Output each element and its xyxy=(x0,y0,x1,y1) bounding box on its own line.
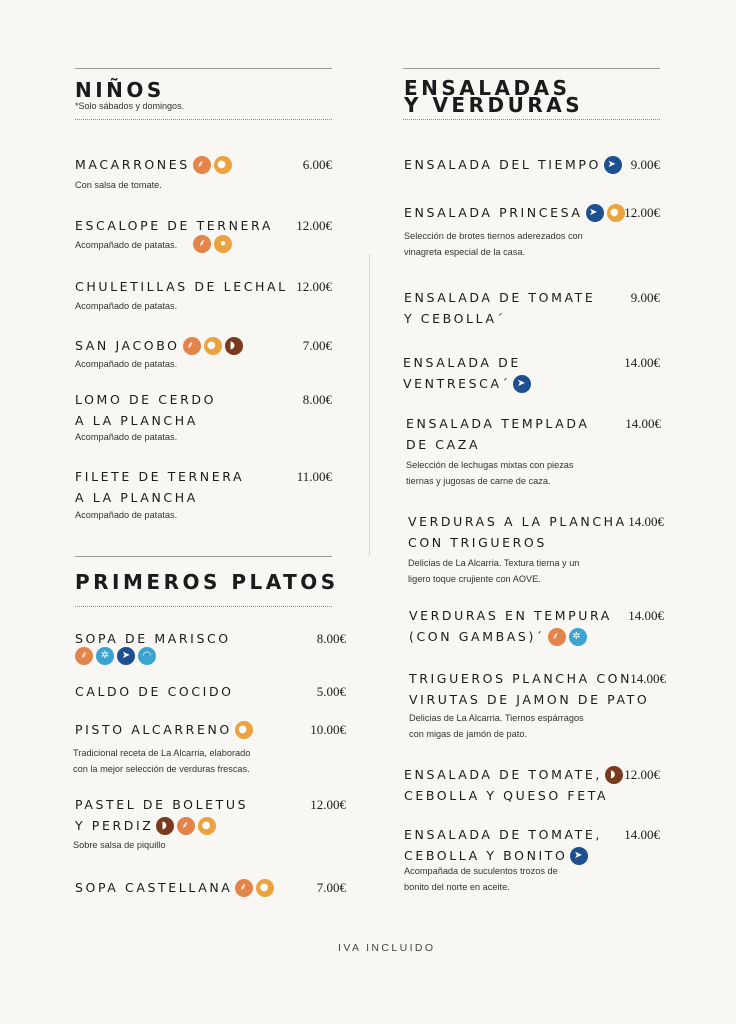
milk-icon: ◗ xyxy=(605,766,623,784)
menu-item-name: ESCALOPE DE TERNERA xyxy=(75,218,273,233)
menu-item-price: 12.00€ xyxy=(310,797,346,812)
menu-item-name: CEBOLLA Y QUESO FETA xyxy=(404,788,609,803)
menu-item-name: A LA PLANCHA xyxy=(75,490,198,505)
menu-item-name: Y PERDIZ ◗ ⸙ ● xyxy=(75,815,216,836)
menu-item-desc: Acompañado de patatas. xyxy=(75,240,178,250)
menu-item-price: 14.00€ xyxy=(630,671,666,686)
menu-item-desc: Delicias de La Alcarria. Tiernos espárragos xyxy=(409,713,584,723)
menu-item-name: VIRUTAS DE JAMON DE PATO xyxy=(409,692,650,707)
menu-item-price: 9.00€ xyxy=(630,290,660,305)
menu-item-name: CEBOLLA Y BONITO ➤ xyxy=(404,845,588,866)
menu-item-name: ENSALADA PRINCESA ➤ ● xyxy=(404,202,625,223)
menu-item-price: 12.00€ xyxy=(296,279,332,294)
menu-item-desc: Acompañado de patatas. xyxy=(75,510,178,520)
menu-item-desc: Acompañado de patatas. xyxy=(75,432,178,442)
mollusc-icon: ◠ xyxy=(138,647,156,665)
menu-item-desc: con migas de jamón de pato. xyxy=(409,729,527,739)
fish-icon: ➤ xyxy=(570,847,588,865)
menu-item-price: 14.00€ xyxy=(624,355,660,370)
menu-item-price: 14.00€ xyxy=(628,514,664,529)
footer-note: IVA INCLUIDO xyxy=(338,942,436,954)
menu-item-price: 12.00€ xyxy=(296,218,332,233)
menu-item-desc: con la mejor selección de verduras frescas. xyxy=(73,764,250,774)
section-title-ensaladas: ENSALADAS xyxy=(404,76,571,100)
dotted-divider xyxy=(75,606,332,607)
menu-item-price: 7.00€ xyxy=(302,338,332,353)
section-note: *Solo sábados y domingos. xyxy=(75,101,185,111)
allergen-icons xyxy=(72,648,156,666)
section-title-ninos: NIÑOS xyxy=(75,78,165,102)
menu-item-name: (CON GAMBAS)´ ⸙ ✲ xyxy=(409,626,587,647)
dotted-divider xyxy=(75,119,332,120)
menu-item-name: ENSALADA DE xyxy=(403,355,521,370)
menu-item-desc: Selección de lechugas mixtas con piezas xyxy=(406,460,574,470)
menu-item-desc: Delicias de La Alcarria. Textura tierna y un xyxy=(408,558,580,568)
crustacean-icon: ✲ xyxy=(569,628,587,646)
menu-item-name: ENSALADA DEL TIEMPO ➤ xyxy=(404,154,622,175)
egg-icon: ● xyxy=(214,156,232,174)
crustacean-icon: ✲ xyxy=(96,647,114,665)
egg-icon: ● xyxy=(204,337,222,355)
egg-icon: ● xyxy=(256,879,274,897)
menu-item-name: ENSALADA DE TOMATE xyxy=(404,290,596,305)
menu-item-name: SOPA DE MARISCO xyxy=(75,631,231,646)
allergen-icons xyxy=(190,236,232,254)
menu-item-name: SOPA CASTELLANA ⸙ ● xyxy=(75,877,274,898)
menu-item-name: PASTEL DE BOLETUS xyxy=(75,797,249,812)
menu-item-name: PISTO ALCARRENO ● xyxy=(75,719,253,740)
menu-item-desc: Sobre salsa de piquillo xyxy=(73,840,166,850)
fish-icon: ➤ xyxy=(117,647,135,665)
fish-icon: ➤ xyxy=(513,375,531,393)
menu-item-desc: Acompañado de patatas. xyxy=(75,301,178,311)
gluten-icon: ⸙ xyxy=(183,337,201,355)
gluten-icon: ⸙ xyxy=(177,817,195,835)
menu-item-price: 10.00€ xyxy=(310,722,346,737)
menu-item-name: CHULETILLAS DE LECHAL xyxy=(75,279,288,294)
menu-item-price: 7.00€ xyxy=(316,880,346,895)
menu-item-price: 11.00€ xyxy=(296,469,332,484)
menu-item-name: DE CAZA xyxy=(406,437,481,452)
menu-item-price: 9.00€ xyxy=(630,157,660,172)
menu-item-desc: Tradicional receta de La Alcarria, elaborado xyxy=(73,748,251,758)
menu-item-name: CALDO DE COCIDO xyxy=(75,684,234,699)
menu-item-desc: tiernas y jugosas de carne de caza. xyxy=(406,476,551,486)
fish-icon: ➤ xyxy=(604,156,622,174)
menu-item-name: MACARRONES ⸙ ● xyxy=(75,154,232,175)
menu-item-price: 12.00€ xyxy=(624,767,660,782)
gluten-icon: ⸙ xyxy=(235,879,253,897)
menu-item-name: SAN JACOBO ⸙ ● ◗ xyxy=(75,335,243,356)
menu-item-name: TRIGUEROS PLANCHA CON xyxy=(409,671,633,686)
menu-item-price: 12.00€ xyxy=(624,205,660,220)
gluten-icon: ⸙ xyxy=(75,647,93,665)
menu-item-price: 8.00€ xyxy=(302,392,332,407)
menu-item-name: ENSALADA DE TOMATE, ◗ xyxy=(404,764,623,785)
egg-icon: ● xyxy=(214,235,232,253)
menu-item-name: FILETE DE TERNERA xyxy=(75,469,245,484)
menu-item-desc: vinagreta especial de la casa. xyxy=(404,247,526,257)
menu-item-desc: Acompañada de suculentos trozos de xyxy=(404,866,558,876)
egg-icon: ● xyxy=(198,817,216,835)
section-title-primeros: PRIMEROS PLATOS xyxy=(75,570,339,594)
menu-item-price: 8.00€ xyxy=(316,631,346,646)
fish-icon: ➤ xyxy=(586,204,604,222)
divider xyxy=(403,68,660,69)
menu-item-name: VENTRESCA´ ➤ xyxy=(403,373,531,394)
gluten-icon: ⸙ xyxy=(193,156,211,174)
menu-item-desc: Selección de brotes tiernos aderezados con xyxy=(404,231,583,241)
column-separator xyxy=(369,255,370,555)
menu-item-price: 14.00€ xyxy=(628,608,664,623)
dotted-divider xyxy=(403,119,660,120)
egg-icon: ● xyxy=(235,721,253,739)
milk-icon: ◗ xyxy=(225,337,243,355)
menu-item-desc: ligero toque crujiente con AOVE. xyxy=(408,574,541,584)
divider xyxy=(75,556,332,557)
menu-item-name: LOMO DE CERDO xyxy=(75,392,217,407)
menu-item-price: 5.00€ xyxy=(316,684,346,699)
menu-item-price: 14.00€ xyxy=(625,416,661,431)
section-title-ensaladas-2: Y VERDURAS xyxy=(404,93,584,117)
menu-item-desc: bonito del norte en aceite. xyxy=(404,882,510,892)
egg-icon: ● xyxy=(607,204,625,222)
menu-item-name: CON TRIGUEROS xyxy=(408,535,547,550)
menu-item-name: VERDURAS EN TEMPURA xyxy=(409,608,612,623)
milk-icon: ◗ xyxy=(156,817,174,835)
menu-item-name: VERDURAS A LA PLANCHA xyxy=(408,514,627,529)
gluten-icon: ⸙ xyxy=(193,235,211,253)
divider xyxy=(75,68,332,69)
gluten-icon: ⸙ xyxy=(548,628,566,646)
menu-item-price: 14.00€ xyxy=(624,827,660,842)
menu-item-name: Y CEBOLLA´ xyxy=(404,311,506,326)
menu-item-name: ENSALADA TEMPLADA xyxy=(406,416,590,431)
menu-item-desc: Con salsa de tomate. xyxy=(75,180,162,190)
menu-item-price: 6.00€ xyxy=(302,157,332,172)
menu-item-desc: Acompañado de patatas. xyxy=(75,359,178,369)
menu-item-name: A LA PLANCHA xyxy=(75,413,198,428)
menu-item-name: ENSALADA DE TOMATE, xyxy=(404,827,602,842)
